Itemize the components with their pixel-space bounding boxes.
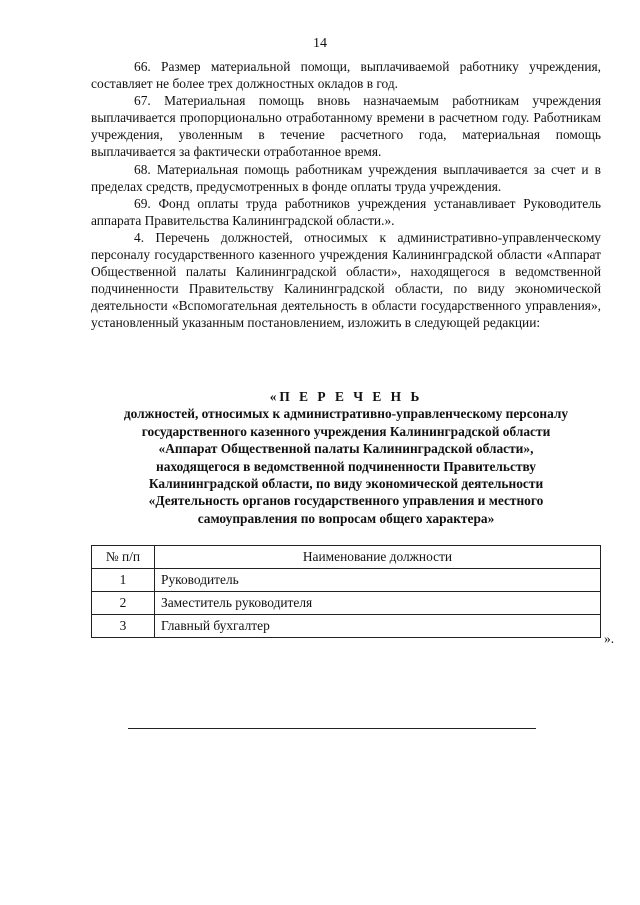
row-position-name: Руководитель [155,569,601,592]
row-number: 2 [92,592,155,615]
paragraph-67: 67. Материальная помощь вновь назначаемым работникам учреждения выплачивается пропорционально отработанному времени в расчетном году. Работникам учреждения, уволенным в течение расчетного года, материальная помощь выплачивается за фактически отработанное время. [91,93,601,160]
row-number: 3 [92,615,155,638]
paragraph-68: 68. Материальная помощь работникам учреждения выплачивается за счет и в пределах средств, предусмотренных в фонде оплаты труда учреждения. [91,161,601,194]
table-row [92,592,601,615]
document-body [91,58,601,332]
page-number: 14 [313,36,327,51]
list-heading-line: «Аппарат Общественной палаты Калининградской области», [158,441,534,457]
row-position-name: Заместитель руководителя [155,592,601,615]
list-heading-line: находящегося в ведомственной подчиненности Правительству [156,458,536,474]
column-header-name: Наименование должности [155,546,601,569]
horizontal-rule [128,728,536,729]
column-header-number: № п/п [92,546,155,569]
list-heading [84,388,608,527]
paragraph-66: 66. Размер материальной помощи, выплачиваемой работнику учреждения, составляет не более трех должностных окладов в год. [91,59,601,92]
list-heading-title: «П Е Р Е Ч Е Н Ь [269,389,423,404]
list-heading-line: государственного казенного учреждения Калининградской области [141,423,551,439]
closing-quote: ». [604,631,615,646]
positions-table [91,545,601,638]
row-number: 1 [92,569,155,592]
list-heading-line: самоуправления по вопросам общего характера» [197,510,495,526]
list-heading-line: должностей, относимых к административно-управленческому персоналу [123,406,569,422]
list-heading-line: Калининградской области, по виду экономической деятельности [148,476,544,492]
paragraph-69: 69. Фонд оплаты труда работников учреждения устанавливает Руководитель аппарата Правительства Калининградской области.». [91,195,601,228]
list-heading-line: «Деятельность органов государственного управления и местного [148,493,544,509]
table-header-row [92,546,601,569]
row-position-name: Главный бухгалтер [155,615,601,638]
paragraph-item-4: 4. Перечень должностей, относимых к административно-управленческому персоналу государственного казенного учреждения Калининградской области «Аппарат Общественной палаты Калининградской области», находящегося в ведомственной подчиненности Правительству Калининградской области, по виду экономической деятельности «Вспомогательная деятельность в области государственного управления», установленный указанным постановлением, изложить в следующей редакции: [91,229,601,331]
table-row [92,615,601,638]
table-row [92,569,601,592]
